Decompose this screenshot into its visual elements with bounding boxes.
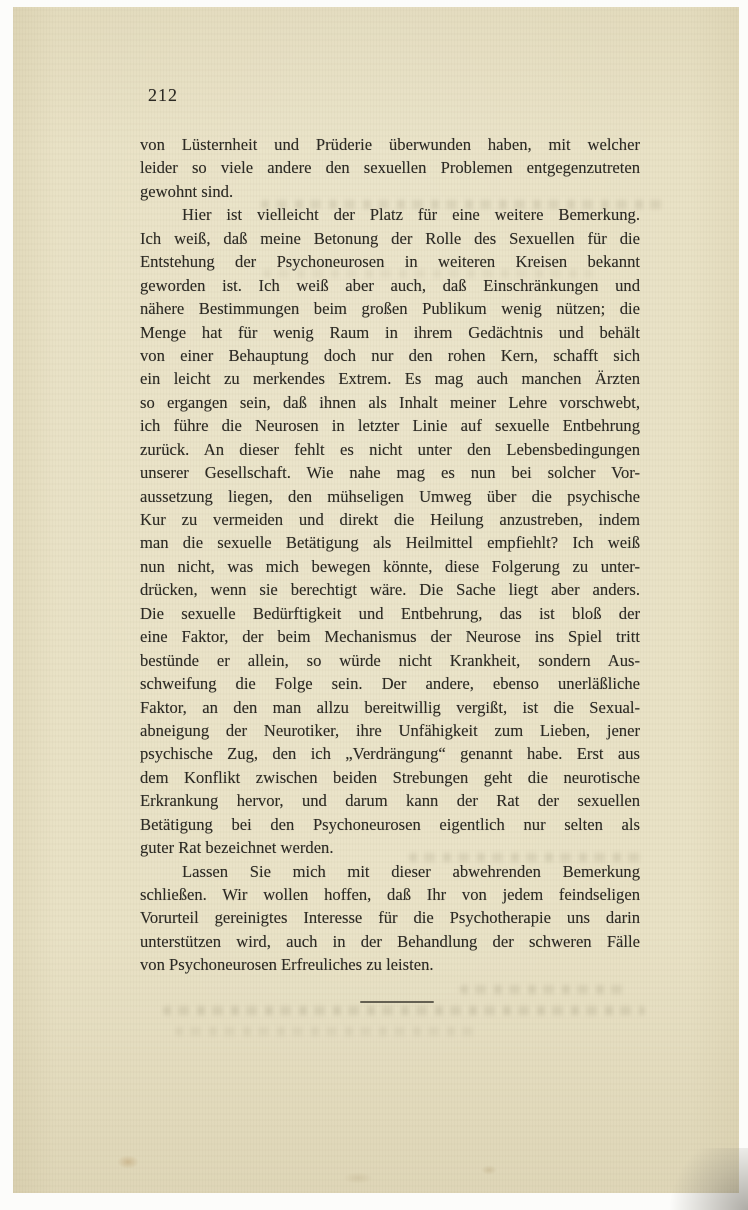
text-line: schweifung die Folge sein. Der andere, ebenso unerläßliche [140,674,640,694]
text-line: Ich weiß, daß meine Betonung der Rolle des Sexuellen für die [140,228,640,248]
bleed-through-ghost [460,985,626,994]
text-line: Faktor, an den man allzu bereitwillig vergißt, ist die Sexual- [140,697,640,717]
text-line: ich führe die Neurosen in letzter Linie auf sexuelle Entbehrung [140,416,640,436]
text-line: nähere Bestimmungen beim großen Publikum wenig nützen; die [140,299,640,319]
body-text [140,133,640,977]
section-divider-rule [360,1001,434,1003]
text-line: Vorurteil gereinigtes Interesse für die Psychotherapie uns darin [140,908,640,928]
text-line: von Psychoneurosen Erfreuliches zu leisten. [140,955,434,975]
text-line: aussetzung liegen, den mühseligen Umweg über die psychische [140,486,640,506]
paper-stain [117,1155,139,1169]
text-line: Die sexuelle Bedürftigkeit und Entbehrung, das ist bloß der [140,603,640,623]
page-number: 212 [148,85,178,105]
text-line: gewohnt sind. [140,181,234,201]
text-line: abneigung der Neurotiker, ihre Unfähigkeit zum Lieben, jener [140,720,640,740]
text-line: Menge hat für wenig Raum in ihrem Gedächtnis und behält [140,322,640,342]
text-line: unserer Gesellschaft. Wie nahe mag es nun bei solcher Vor- [140,463,640,483]
text-line: von Lüsternheit und Prüderie überwunden haben, mit welcher [140,135,640,154]
text-line: so ergangen sein, daß ihnen als Inhalt meiner Lehre vorschwebt, [140,392,640,412]
text-line: ein leicht zu merkendes Extrem. Es mag auch manchen Ärzten [140,369,640,389]
paragraph [140,203,640,859]
text-line: Entstehung der Psychoneurosen in weiteren Kreisen bekannt [140,252,640,272]
paragraph [140,133,640,203]
text-line: psychische Zug, den ich „Verdrängung“ genannt habe. Erst aus [140,744,640,764]
paper-stain [481,1165,497,1175]
text-line: Lassen Sie mich mit dieser abwehrenden Bemerkung [182,861,640,881]
bleed-through-ghost [175,1027,475,1036]
text-line: guter Rat bezeichnet werden. [140,838,334,858]
paper-stain [343,1172,373,1184]
text-line: man die sexuelle Betätigung als Heilmittel empfiehlt? Ich weiß [140,533,640,553]
paragraph [140,860,640,977]
text-line: leider so viele andere den sexuellen Problemen entgegenzutreten [140,158,640,178]
text-line: schließen. Wir wollen hoffen, daß Ihr von jedem feindseligen [140,885,640,904]
text-line: geworden ist. Ich weiß aber auch, daß Einschränkungen und [140,275,640,295]
text-line: Erkrankung hervor, und darum kann der Rat der sexuellen [140,791,640,811]
text-line: eine Faktor, der beim Mechanismus der Neurose ins Spiel tritt [140,627,640,647]
text-line: Betätigung bei den Psychoneurosen eigentlich nur selten als [140,814,640,834]
text-line: dem Konflikt zwischen beiden Strebungen geht die neurotische [140,767,640,787]
page-corner-shadow [658,1148,748,1210]
text-line: Kur zu vermeiden und direkt die Heilung anzustreben, indem [140,510,640,529]
text-line: nun nicht, was mich bewegen könnte, diese Folgerung zu unter- [140,556,640,576]
text-line: bestünde er allein, so würde nicht Krankheit, sondern Aus- [140,650,640,670]
text-line: Hier ist vielleicht der Platz für eine weitere Bemerkung. [182,205,640,225]
text-line: zurück. An dieser fehlt es nicht unter den Lebensbedingungen [140,439,640,459]
bleed-through-ghost [163,1006,645,1015]
text-line: von einer Behauptung doch nur den rohen Kern, schafft sich [140,345,640,365]
text-line: unterstützen wird, auch in der Behandlung der schweren Fälle [140,931,640,951]
text-line: drücken, wenn sie berechtigt wäre. Die Sache liegt aber anders. [140,580,640,600]
